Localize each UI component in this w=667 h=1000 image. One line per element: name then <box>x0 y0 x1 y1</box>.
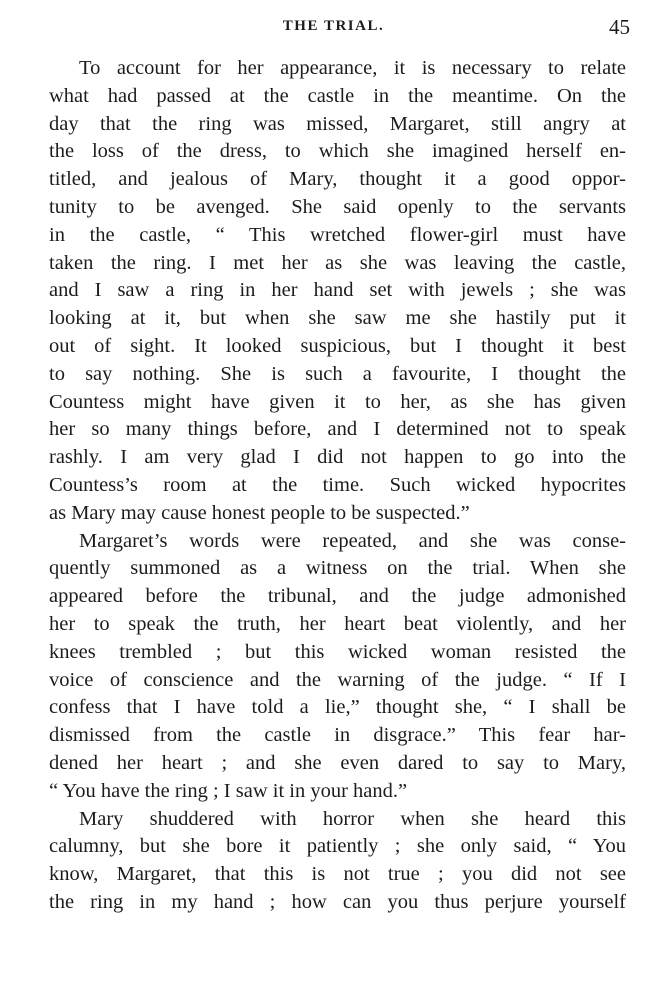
text-line: dened her heart ; and she even dared to say to Mary, <box>49 751 626 774</box>
text-line: the loss of the dress, to which she imagined herself en- <box>49 140 626 163</box>
text-line: calumny, but she bore it patiently ; she only said, “ You <box>49 835 626 858</box>
text-line: To account for her appearance, it is necessary to relate <box>79 57 626 79</box>
body-text <box>49 55 626 917</box>
text-line: Mary shuddered with horror when she heard this <box>79 807 626 830</box>
text-line: confess that I have told a lie,” thought she, “ I shall be <box>49 696 626 719</box>
text-line: Countess might have given it to her, as she has given <box>49 390 626 413</box>
text-line: rashly. I am very glad I did not happen to go into the <box>49 446 626 469</box>
text-line: and I saw a ring in her hand set with jewels ; she was <box>49 279 626 302</box>
text-line: as Mary may cause honest people to be suspected.” <box>49 501 470 524</box>
text-line: day that the ring was missed, Margaret, still angry at <box>49 112 626 135</box>
text-line: “ You have the ring ; I saw it in your hand.” <box>49 779 408 802</box>
text-line: out of sight. It looked suspicious, but I thought it best <box>49 334 626 357</box>
text-line: appeared before the tribunal, and the judge admonished <box>49 585 626 608</box>
running-title: THE TRIAL. <box>282 18 385 34</box>
text-line: voice of conscience and the warning of the judge. “ If I <box>49 668 626 691</box>
page-number: 45 <box>609 15 630 39</box>
running-head <box>0 15 667 42</box>
text-line: know, Margaret, that this is not true ; you did not see <box>49 863 626 886</box>
text-line: her so many things before, and I determined not to speak <box>49 418 626 441</box>
text-line: the ring in my hand ; how can you thus perjure yourself <box>49 890 626 913</box>
text-line: Margaret’s words were repeated, and she was conse- <box>79 529 626 552</box>
text-line: tunity to be avenged. She said openly to the servants <box>49 195 626 218</box>
text-line: in the castle, “ This wretched flower-girl must have <box>49 223 626 246</box>
text-line: to say nothing. She is such a favourite, I thought the <box>49 362 626 385</box>
text-line: what had passed at the castle in the meantime. On the <box>49 84 626 107</box>
text-line: dismissed from the castle in disgrace.” This fear har- <box>49 724 626 747</box>
text-line: titled, and jealous of Mary, thought it a good oppor- <box>49 168 626 191</box>
text-line: looking at it, but when she saw me she hastily put it <box>49 307 626 330</box>
text-line: taken the ring. I met her as she was leaving the castle, <box>49 251 626 274</box>
text-line: knees trembled ; but this wicked woman resisted the <box>49 640 626 663</box>
text-line: quently summoned as a witness on the trial. When she <box>49 557 626 580</box>
text-line: Countess’s room at the time. Such wicked hypocrites <box>49 473 626 496</box>
text-line: her to speak the truth, her heart beat violently, and her <box>49 612 626 635</box>
